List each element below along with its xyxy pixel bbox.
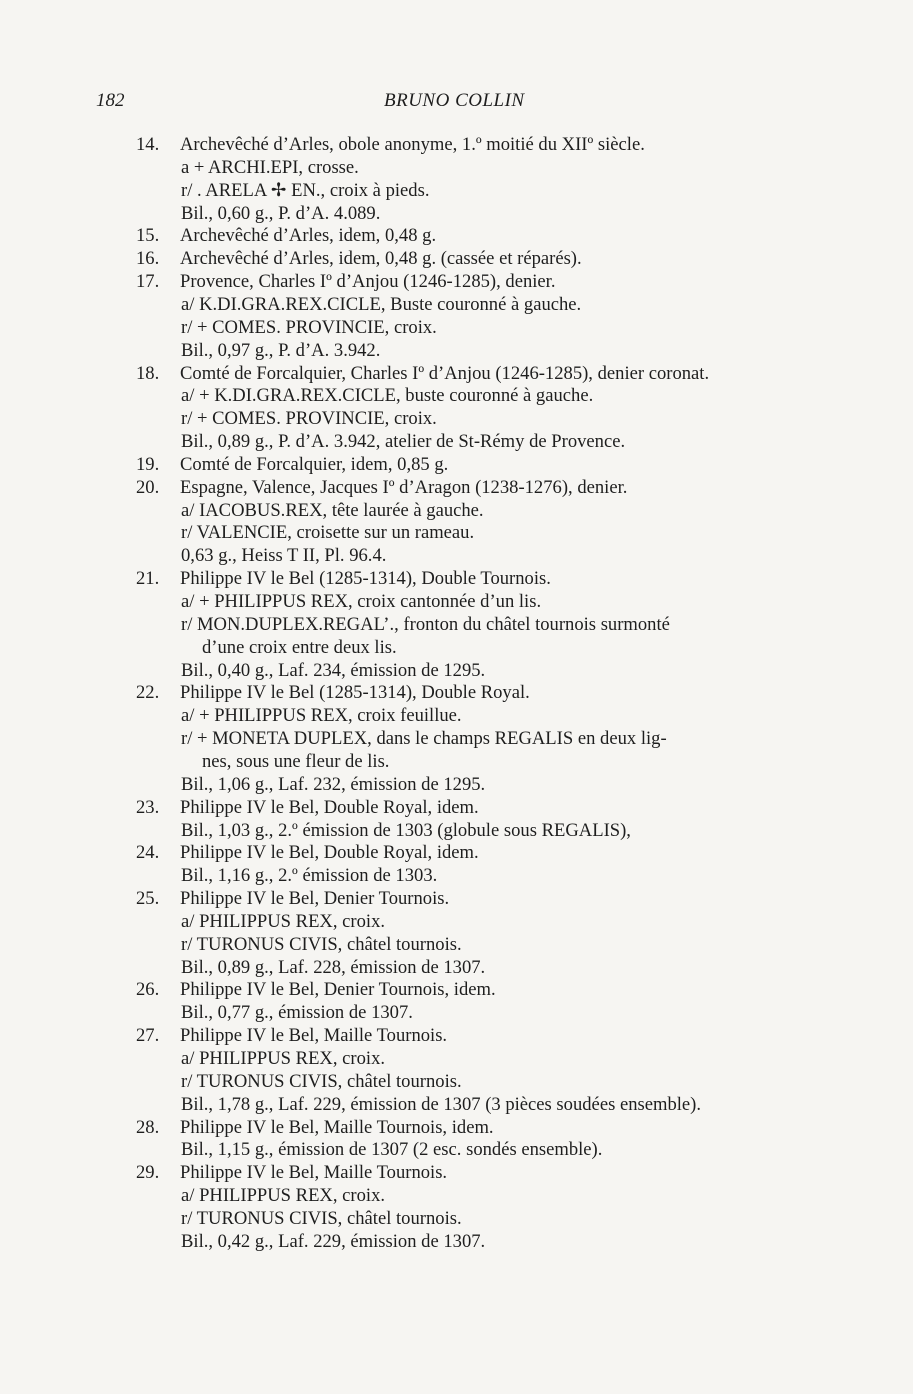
entry-text: Provence, Charles Iº d’Anjou (1246-1285), denier.: [180, 271, 556, 293]
entry-text: Bil., 0,77 g., émission de 1307.: [181, 1002, 413, 1024]
entry-text: d’une croix entre deux lis.: [202, 636, 397, 658]
entry-text: Espagne, Valence, Jacques Iº d’Aragon (1238-1276), denier.: [180, 476, 628, 498]
entry-text: Comté de Forcalquier, Charles Iº d’Anjou (1246-1285), denier coronat.: [180, 362, 710, 384]
entry-text: Philippe IV le Bel, Denier Tournois, idem.: [180, 979, 496, 1001]
entry-text: a/ PHILIPPUS REX, croix.: [181, 1185, 386, 1207]
entry-number: 28.: [136, 1116, 160, 1138]
entry-number: 24.: [136, 842, 160, 864]
entry-text: a/ IACOBUS.REX, tête laurée à gauche.: [181, 499, 484, 521]
entry-text: Bil., 1,16 g., 2.º émission de 1303.: [181, 865, 438, 887]
entry-number: 18.: [136, 362, 160, 384]
entry-text: a/ K.DI.GRA.REX.CICLE, Buste couronné à gauche.: [181, 293, 582, 315]
entry-number: 27.: [136, 1025, 160, 1047]
entry-text: a/ + PHILIPPUS REX, croix feuillue.: [181, 705, 462, 727]
entry-text: r/ TURONUS CIVIS, châtel tournois.: [181, 1207, 462, 1229]
entry-text: Bil., 0,40 g., Laf. 234, émission de 1295.: [181, 659, 486, 681]
entry-text: Bil., 0,89 g., P. d’A. 3.942, atelier de St-Rémy de Provence.: [181, 431, 626, 453]
entry-text: Bil., 0,97 g., P. d’A. 3.942.: [181, 339, 381, 361]
entry-text: r/ + MONETA DUPLEX, dans le champs REGALIS en deux lig-: [181, 728, 667, 750]
running-head: [96, 90, 836, 114]
entry-text: r/ TURONUS CIVIS, châtel tournois.: [181, 1070, 462, 1092]
entry-text: a/ PHILIPPUS REX, croix.: [181, 1048, 386, 1069]
entry-text: r/ + COMES. PROVINCIE, croix.: [181, 316, 437, 338]
entry-text: Archevêché d’Arles, idem, 0,48 g. (cassée et réparés).: [180, 248, 582, 270]
entry-text: Philippe IV le Bel (1285-1314), Double Tournois.: [180, 568, 551, 590]
entry-text: Philippe IV le Bel, Maille Tournois, idem.: [180, 1116, 494, 1138]
entry-number: 14.: [136, 134, 160, 155]
entry-text: Bil., 1,78 g., Laf. 229, émission de 1307 (3 pièces soudées ensemble).: [181, 1093, 702, 1115]
entry-text: Philippe IV le Bel, Double Royal, idem.: [180, 842, 479, 864]
entry-text: r/ TURONUS CIVIS, châtel tournois.: [181, 933, 462, 955]
entry-text: Bil., 0,89 g., Laf. 228, émission de 1307.: [181, 956, 486, 978]
entry-text: a + ARCHI.EPI, crosse.: [181, 156, 359, 178]
entry-text: r/ MON.DUPLEX.REGAL’., fronton du châtel tournois surmonté: [181, 613, 670, 635]
entry-number: 17.: [136, 271, 160, 293]
entry-number: 29.: [136, 1162, 160, 1184]
running-title: BRUNO COLLIN: [384, 90, 525, 111]
entry-text: r/ + COMES. PROVINCIE, croix.: [181, 408, 437, 430]
entry-text: a/ + K.DI.GRA.REX.CICLE, buste couronné à gauche.: [181, 385, 594, 407]
entry-text: a/ + PHILIPPUS REX, croix cantonnée d’un lis.: [181, 591, 542, 612]
entry-text: Bil., 1,15 g., émission de 1307 (2 esc. sondés ensemble).: [181, 1139, 603, 1161]
entry-text: Philippe IV le Bel, Maille Tournois.: [180, 1162, 448, 1184]
entry-text: Bil., 1,06 g., Laf. 232, émission de 1295.: [181, 773, 486, 795]
entry-text: Bil., 0,60 g., P. d’A. 4.089.: [181, 202, 381, 224]
entry-number: 21.: [136, 568, 160, 590]
entry-number: 22.: [136, 682, 160, 704]
entry-text: Philippe IV le Bel, Maille Tournois.: [180, 1025, 448, 1047]
entry-number: 26.: [136, 979, 160, 1001]
entry-text: Philippe IV le Bel (1285-1314), Double Royal.: [180, 682, 530, 704]
entry-number: 20.: [136, 476, 160, 498]
entry-text: Philippe IV le Bel, Double Royal, idem.: [180, 796, 479, 818]
entry-number: 15.: [136, 225, 160, 247]
page-number: 182: [96, 90, 125, 111]
entry-text: Bil., 1,03 g., 2.º émission de 1303 (globule sous REGALIS),: [181, 819, 631, 841]
entry-number: 23.: [136, 796, 160, 818]
entry-number: 19.: [136, 453, 160, 475]
entry-text: nes, sous une fleur de lis.: [202, 750, 390, 772]
entry-text: Archevêché d’Arles, obole anonyme, 1.º moitié du XIIº siècle.: [180, 134, 645, 155]
entry-text: Archevêché d’Arles, idem, 0,48 g.: [180, 225, 437, 247]
entry-text: r/ . ARELA ✢ EN., croix à pieds.: [181, 179, 430, 201]
entry-text: Bil., 0,42 g., Laf. 229, émission de 1307.: [181, 1230, 486, 1252]
entry-text: Philippe IV le Bel, Denier Tournois.: [180, 888, 450, 910]
entry-text: 0,63 g., Heiss T II, Pl. 96.4.: [181, 545, 387, 567]
entry-text: a/ PHILIPPUS REX, croix.: [181, 910, 386, 932]
entry-number: 16.: [136, 248, 160, 270]
entry-number: 25.: [136, 888, 160, 910]
entry-text: r/ VALENCIE, croisette sur un rameau.: [181, 522, 475, 544]
entry-text: Comté de Forcalquier, idem, 0,85 g.: [180, 453, 449, 475]
